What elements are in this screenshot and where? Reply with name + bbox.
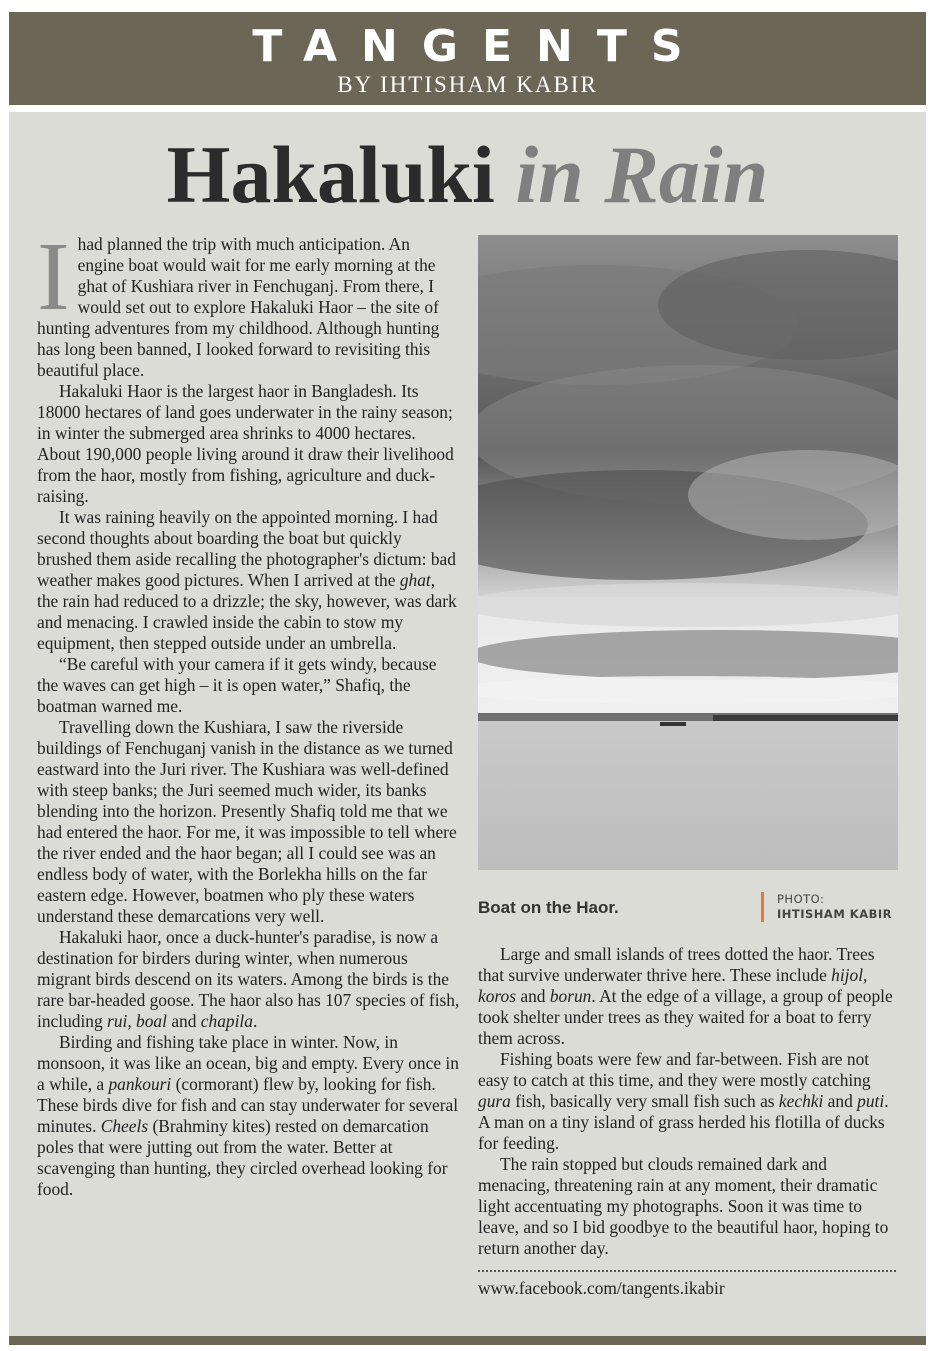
facebook-link[interactable]: www.facebook.com/tangents.ikabir: [478, 1278, 725, 1298]
column-title: TANGENTS: [252, 21, 707, 72]
headline-main: Hakaluki: [166, 129, 495, 220]
paragraph: It was raining heavily on the appointed morning. I had second thoughts about boarding the boat but quickly brushed them aside recalling the photographer's dictum: bad weather makes good pictures. When I arrived at the ghat, the rain had reduced to a drizzle; the sky, however, was dark and menacing. I crawled inside the cabin to stow my equipment, then stepped outside under an umbrella.: [37, 507, 457, 653]
paragraph: Hakaluki Haor is the largest haor in Bangladesh. Its 18000 hectares of land goes underwater in the rainy season; in winter the submerged area shrinks to 4000 hectares. About 190,000 people living around it draw their livelihood from the haor, mostly from fishing, agriculture and duck-raising.: [37, 381, 454, 506]
paragraph: Hakaluki haor, once a duck-hunter's paradise, is now a destination for birders during winter, when numerous migrant birds descend on its waters. Among the birds is the rare bar-headed goose. The haor also has 107 species of fish, including rui, boal and chapila.: [37, 927, 460, 1031]
credit-name: IHTISHAM KABIR: [777, 907, 892, 921]
haor-photo: [478, 235, 898, 870]
drop-cap: I: [37, 223, 70, 331]
paragraph: Birding and fishing take place in winter. Now, in monsoon, it was like an ocean, big and empty. Every once in a while, a pankouri (cormorant) flew by, looking for fish. These birds dive for fish and can stay underwater for several minutes. Cheels (Brahminy kites) rested on demarcation poles that were jutting out from the water. Better at scavenging than hunting, they circled overhead looking for food.: [37, 1032, 459, 1199]
footer-rule: [9, 1336, 926, 1345]
credit-label: PHOTO:: [777, 892, 825, 906]
paragraph: Fishing boats were few and far-between. Fish are not easy to catch at this time, and they were mostly catching gura fish, basically very small fish such as kechki and puti. A man on a tiny island of grass herded his flotilla of ducks for feeding.: [478, 1049, 889, 1153]
article-headline: [9, 130, 926, 220]
photo-caption: Boat on the Haor.: [478, 898, 619, 917]
paragraph: Travelling down the Kushiara, I saw the riverside buildings of Fenchuganj vanish in the distance as we turned eastward into the Juri river. The Kushiara was well-defined with steep banks; the Juri seemed much wider, its banks blending into the horizon. Presently Shafiq told me that we had entered the haor. For me, it was impossible to tell where the river ended and the haor began; all I could see was an endless body of water, with the Borlekha hills on the far eastern edge. However, boatmen who ply these waters understand these demarcations very well.: [37, 717, 457, 926]
masthead: [9, 12, 926, 105]
paragraph: “Be careful with your camera if it gets windy, because the waves can get high – it is open water,” Shafiq, the boatman warned me.: [37, 654, 437, 716]
dotted-separator: [478, 1270, 896, 1272]
lead-paragraph: Ihad planned the trip with much anticipation. An engine boat would wait for me early morning at the ghat of Kushiara river in Fenchuganj. From there, I would set out to explore Hakaluki Haor – the site of hunting adventures from my childhood. Although hunting has long been banned, I looked forward to revisiting this beautiful place.: [37, 223, 440, 380]
article-column-left: [37, 223, 460, 1200]
headline-accent: in Rain: [515, 129, 769, 220]
article-column-right: [478, 944, 898, 1259]
byline: BY IHTISHAM KABIR: [337, 72, 598, 97]
masthead-divider: [9, 105, 926, 112]
paragraph: The rain stopped but clouds remained dark and menacing, threatening rain at any moment, their dramatic light accentuating my photographs. Soon it was time to leave, and so I bid goodbye to the beautiful haor, hoping to return another day.: [478, 1154, 889, 1258]
paragraph: Large and small islands of trees dotted the haor. Trees that survive underwater thrive here. These include hijol, koros and borun. At the edge of a village, a group of people took shelter under trees as they waited for a boat to ferry them across.: [478, 944, 893, 1048]
photo-credit: [761, 892, 892, 922]
